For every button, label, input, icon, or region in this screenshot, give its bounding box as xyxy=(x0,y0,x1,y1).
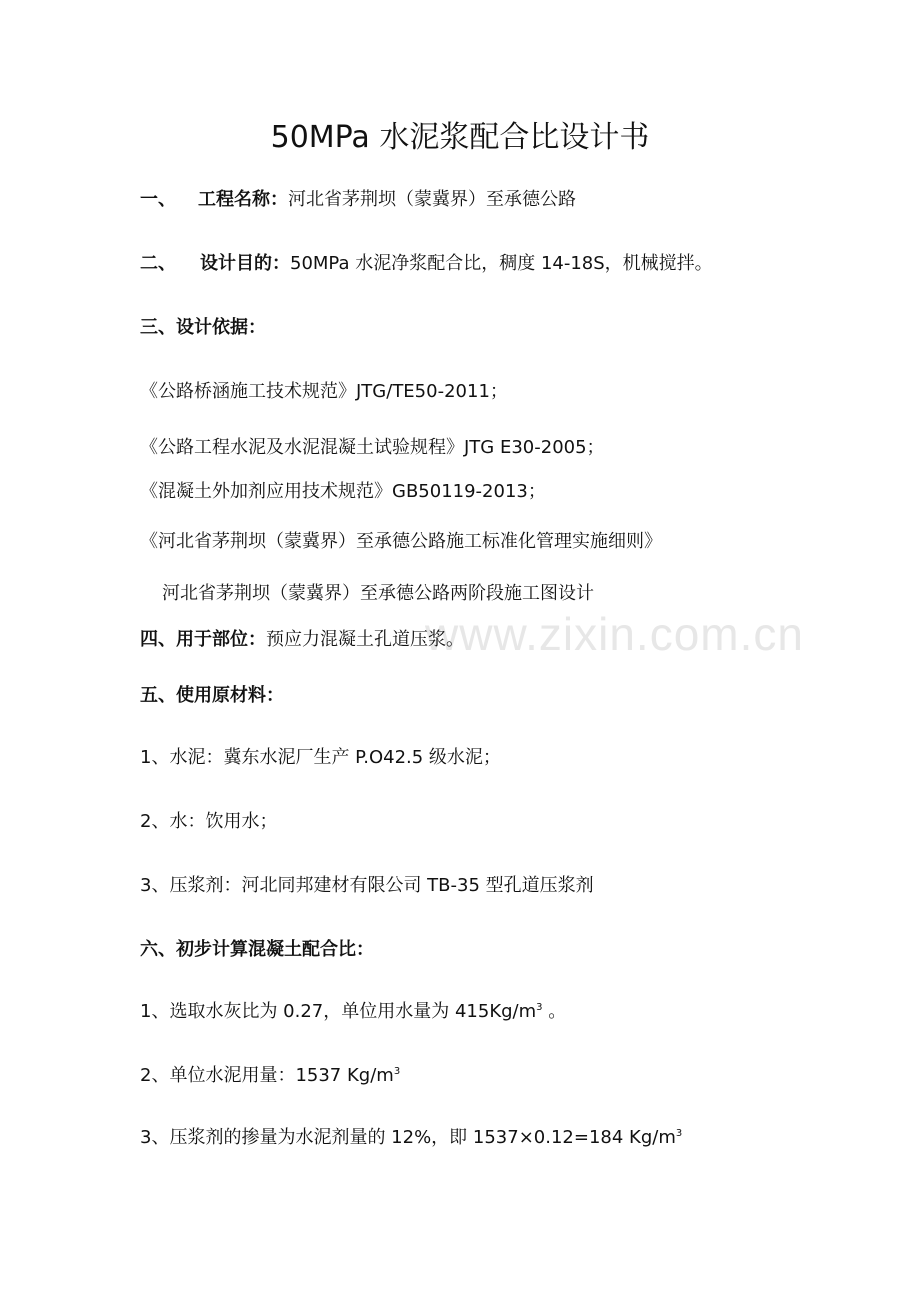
basis-item: 河北省茅荆坝（蒙冀界）至承德公路两阶段施工图设计 xyxy=(162,583,594,604)
section-materials-heading: 五、使用原材料： xyxy=(140,685,284,706)
unit-superscript: 3 xyxy=(675,1128,683,1139)
material-item: 1、水泥：冀东水泥厂生产 P.O42.5 级水泥； xyxy=(140,747,501,768)
calc-text: 1、选取水灰比为 0.27，单位用水量为 415Kg/m xyxy=(140,1001,537,1022)
basis-item: 《河北省茅荆坝（蒙冀界）至承德公路施工标准化管理实施细则》 xyxy=(140,531,662,552)
material-item: 3、压浆剂：河北同邦建材有限公司 TB-35 型孔道压浆剂 xyxy=(140,875,594,896)
section-text: 预应力混凝土孔道压浆。 xyxy=(266,629,464,650)
calc-text: 2、单位水泥用量：1537 Kg/m xyxy=(140,1065,394,1086)
document-title: 50MPa 水泥浆配合比设计书 xyxy=(270,120,650,155)
calc-item xyxy=(140,1000,566,1024)
watermark: www.zixin.com.cn xyxy=(425,608,804,660)
section-design-purpose xyxy=(140,252,713,276)
calc-item xyxy=(140,1064,400,1088)
section-design-basis-heading: 三、设计依据： xyxy=(140,317,266,338)
section-project-name xyxy=(140,188,576,212)
section-text: 50MPa 水泥净浆配合比，稠度 14-18S，机械搅拌。 xyxy=(290,253,713,274)
material-item: 2、水：饮用水； xyxy=(140,811,278,832)
unit-superscript: 3 xyxy=(393,1066,401,1077)
section-application xyxy=(140,628,464,652)
section-heading: 工程名称： xyxy=(198,189,288,210)
section-number: 一、 xyxy=(140,189,176,210)
calc-item xyxy=(140,1126,682,1150)
calc-text: 3、压浆剂的掺量为水泥剂量的 12%，即 1537×0.12=184 Kg/m xyxy=(140,1127,676,1148)
basis-item: 《公路桥涵施工技术规范》JTG/TE50-2011； xyxy=(140,381,508,402)
calc-tail: 。 xyxy=(542,1001,567,1022)
section-text: 河北省茅荆坝（蒙冀界）至承德公路 xyxy=(288,189,576,210)
section-heading: 四、用于部位： xyxy=(140,629,266,650)
section-calc-heading: 六、初步计算混凝土配合比： xyxy=(140,939,374,960)
unit-superscript: 3 xyxy=(536,1002,543,1013)
basis-item: 《公路工程水泥及水泥混凝土试验规程》JTG E30-2005； xyxy=(140,437,605,458)
section-heading: 设计目的： xyxy=(200,253,290,274)
basis-item: 《混凝土外加剂应用技术规范》GB50119-2013； xyxy=(140,481,546,502)
section-number: 二、 xyxy=(140,253,176,274)
